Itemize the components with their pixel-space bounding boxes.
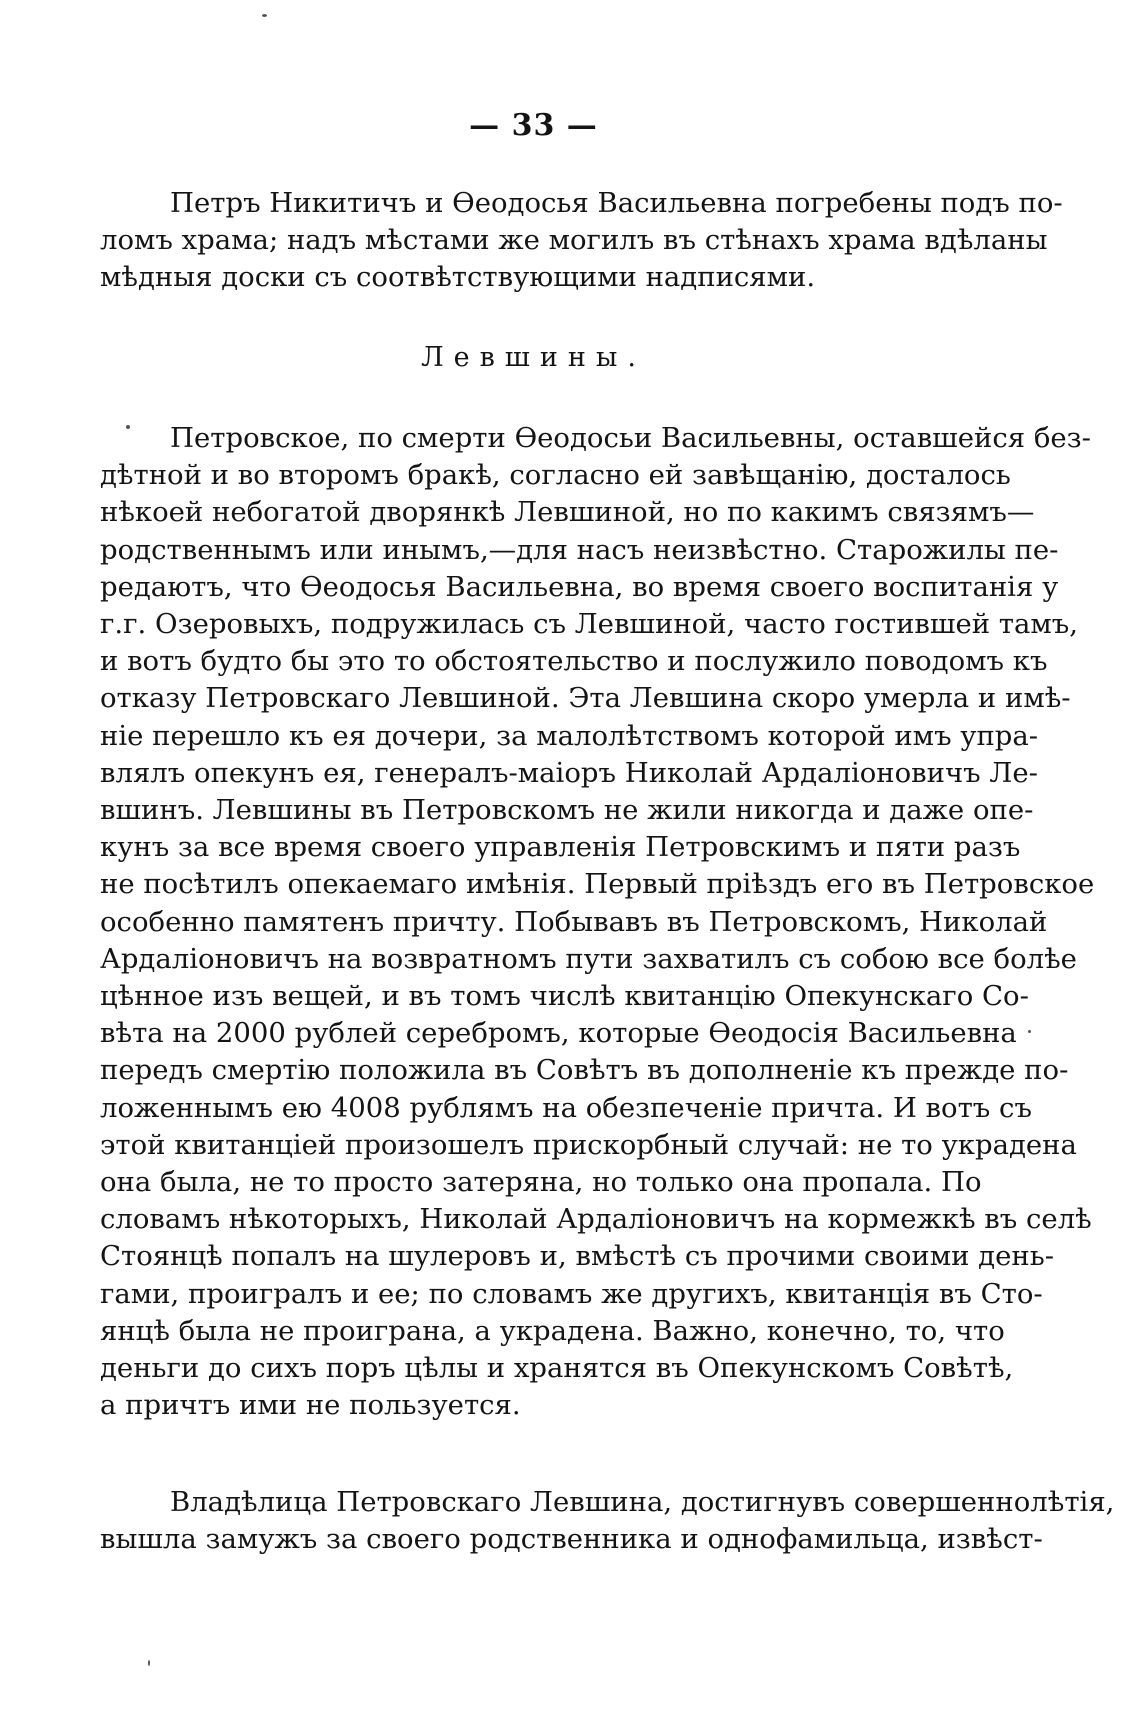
text-line: особенно памятенъ причту. Побывавъ въ Петровскомъ, Николай — [100, 905, 1048, 938]
text-line: кунъ за все время своего управленія Петровскимъ и пяти разъ — [100, 831, 1021, 864]
text-line: вышла замужъ за своего родственника и однофамильца, извѣст- — [100, 1523, 1043, 1556]
text-line: Стоянцѣ попалъ на шулеровъ и, вмѣстѣ съ прочими своими день- — [100, 1240, 1054, 1273]
text-line: Ардаліоновичъ на возвратномъ пути захватилъ съ собою все болѣе — [100, 942, 1077, 975]
text-line: и вотъ будто бы это то обстоятельство и послужило поводомъ къ — [100, 645, 1048, 678]
text-line: ніе перешло къ ея дочери, за малолѣтствомъ которой имъ упра- — [100, 719, 1039, 752]
text-line: словамъ нѣкоторыхъ, Николай Ардаліоновичъ на кормежкѣ въ селѣ — [100, 1203, 1092, 1236]
scan-speck — [1028, 1030, 1031, 1033]
text-line: влялъ опекунъ ея, генералъ-маіоръ Николай Ардаліоновичъ Ле- — [100, 756, 1038, 789]
text-line: цѣнное изъ вещей, и въ томъ числѣ квитанцію Опекунскаго Со- — [100, 980, 1029, 1013]
section-heading: Левшины. — [421, 342, 646, 373]
text-line: г.г. Озеровыхъ, подружилась съ Левшиной, часто гостившей тамъ, — [100, 608, 1079, 641]
text-line: Петръ Никитичъ и Ѳеодосья Васильевна погребены подъ по- — [170, 187, 1063, 219]
text-line: а причтъ ими не пользуется. — [100, 1389, 521, 1422]
text-line: ломъ храма; надъ мѣстами же могилъ въ стѣнахъ храма вдѣланы — [100, 224, 1048, 257]
text-line: деньги до сихъ поръ цѣлы и хранятся въ Опекунскомъ Совѣтѣ, — [100, 1352, 1014, 1385]
text-line: не посѣтилъ опекаемаго имѣнія. Первый пріѣздъ его въ Петровское — [100, 868, 1095, 901]
text-line: родственнымъ или инымъ,—для насъ неизвѣстно. Старожилы пе- — [100, 533, 1059, 566]
text-line: ложеннымъ ею 4008 рублямъ на обезпеченіе причта. И вотъ съ — [100, 1091, 1032, 1124]
text-line: нѣкоей небогатой дворянкѣ Левшиной, но по какимъ связямъ— — [100, 496, 1035, 529]
paragraph-2 — [100, 420, 1095, 1424]
text-line: отказу Петровскаго Левшиной. Эта Левшина скоро умерла и имѣ- — [100, 682, 1071, 715]
text-line: Владѣлица Петровскаго Левшина, достигнувъ совершеннолѣтія, — [170, 1486, 1115, 1518]
text-line: Петровское, по смерти Ѳеодосьи Васильевны, оставшейся без- — [170, 422, 1091, 454]
page-number: — 33 — — [469, 108, 598, 143]
text-line: этой квитанціей произошелъ прискорбный случай: не то украдена — [100, 1128, 1077, 1161]
text-line: гами, проигралъ и ее; по словамъ же другихъ, квитанція въ Сто- — [100, 1277, 1043, 1310]
scan-speck — [262, 14, 267, 17]
scan-speck — [148, 1660, 150, 1666]
text-line: вшинъ. Левшины въ Петровскомъ не жили никогда и даже опе- — [100, 794, 1034, 827]
text-line: она была, не то просто затеряна, но только она пропала. По — [100, 1166, 982, 1199]
paragraph-3 — [100, 1484, 1115, 1558]
scan-speck — [126, 425, 130, 429]
text-line: дѣтной и во второмъ бракѣ, согласно ей завѣщанію, досталось — [100, 459, 1011, 492]
text-line: передъ смертію положила въ Совѣтъ въ дополненіе къ прежде по- — [100, 1054, 1069, 1087]
paragraph-1 — [100, 185, 1063, 297]
text-line: редаютъ, что Ѳеодосья Васильевна, во время своего воспитанія у — [100, 570, 1059, 603]
text-line: мѣдныя доски съ соотвѣтствующими надписями. — [100, 261, 816, 294]
text-line: янцѣ была не проиграна, а украдена. Важно, конечно, то, что — [100, 1314, 1005, 1347]
text-line: вѣта на 2000 рублей серебромъ, которые Ѳеодосія Васильевна — [100, 1017, 1017, 1050]
